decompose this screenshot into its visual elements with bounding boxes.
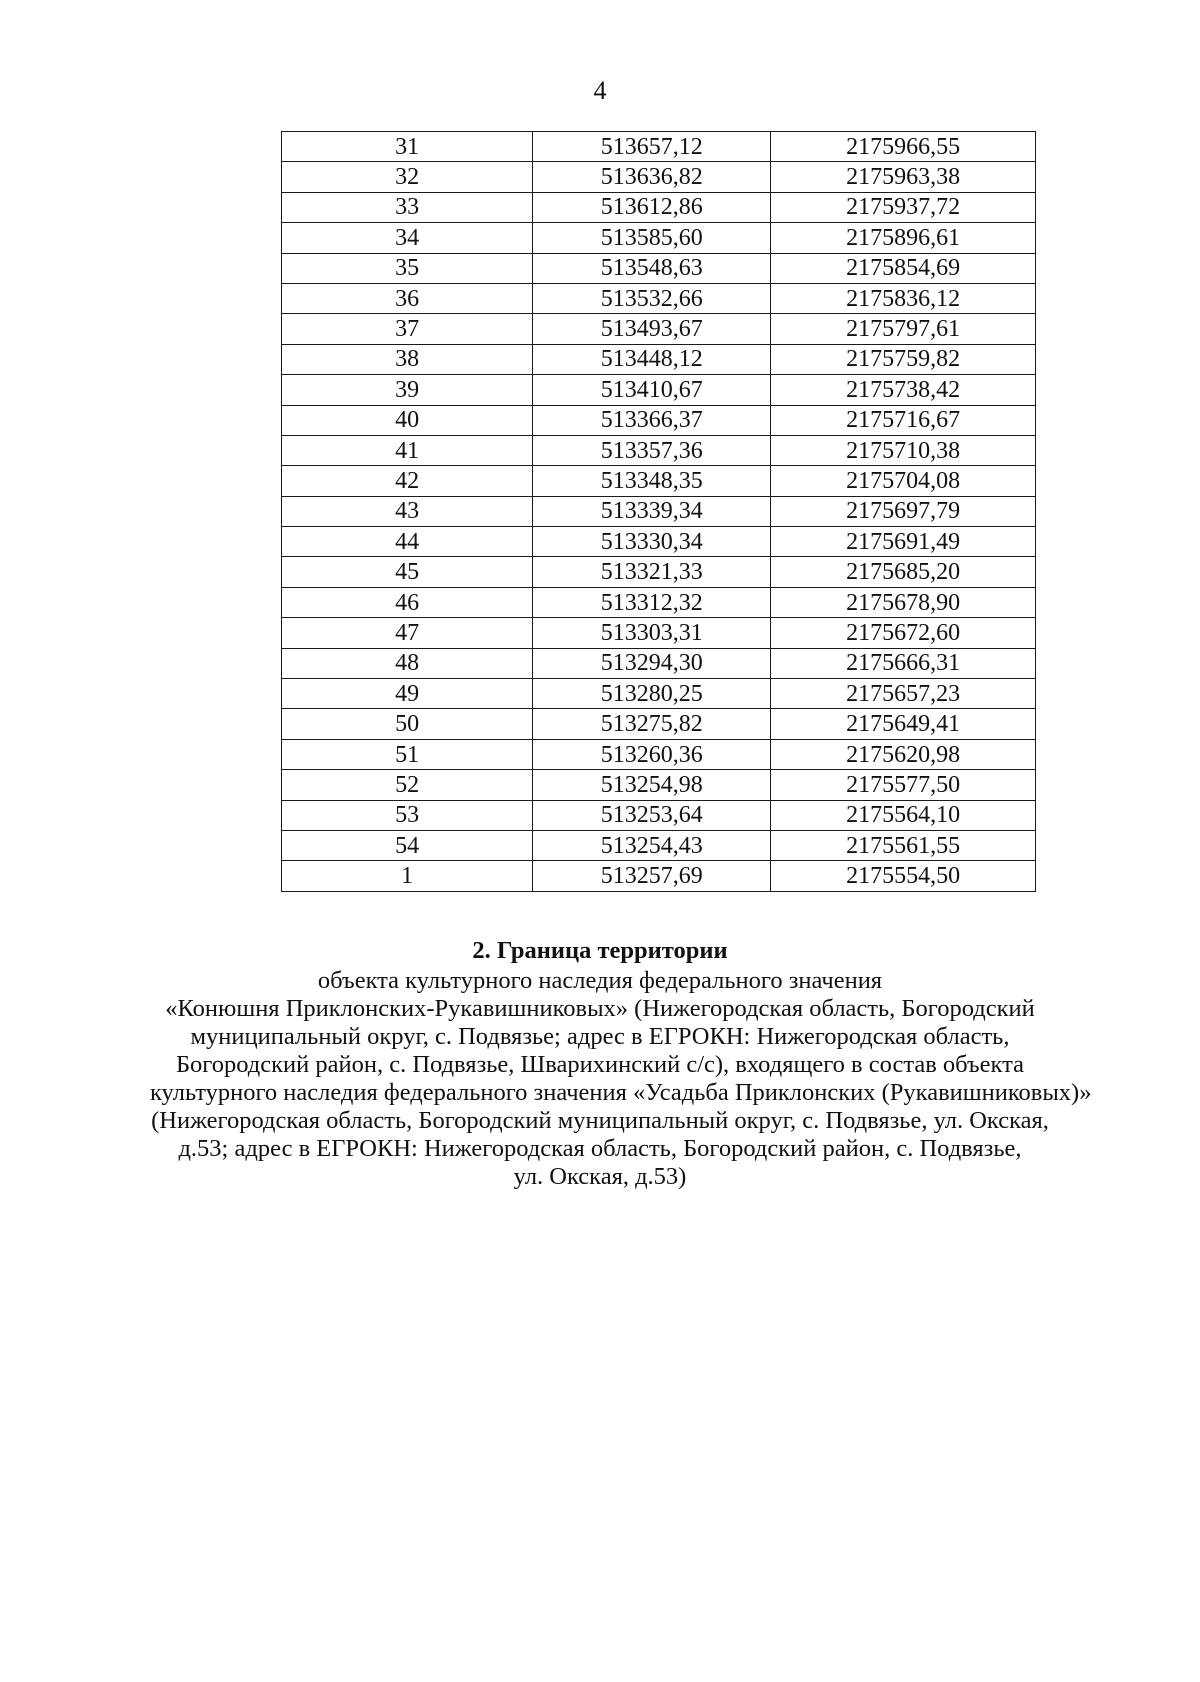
y-coordinate-cell: 2175963,38 — [771, 162, 1036, 192]
table-row — [282, 253, 1036, 283]
table-row — [282, 830, 1036, 860]
section-line: муниципальный округ, с. Подвязье; адрес в ЕГРОКН: Нижегородская область, — [190, 1023, 1010, 1050]
y-coordinate-cell: 2175797,61 — [771, 314, 1036, 344]
x-coordinate-cell: 513612,86 — [533, 192, 771, 222]
y-coordinate-cell: 2175854,69 — [771, 253, 1036, 283]
coordinates-table-body — [282, 132, 1036, 892]
point-number-cell: 39 — [282, 375, 533, 405]
x-coordinate-cell: 513257,69 — [533, 861, 771, 891]
point-number-cell: 53 — [282, 800, 533, 830]
y-coordinate-cell: 2175716,67 — [771, 405, 1036, 435]
x-coordinate-cell: 513366,37 — [533, 405, 771, 435]
point-number-cell: 49 — [282, 679, 533, 709]
y-coordinate-cell: 2175937,72 — [771, 192, 1036, 222]
point-number-cell: 32 — [282, 162, 533, 192]
table-row — [282, 770, 1036, 800]
x-coordinate-cell: 513254,43 — [533, 830, 771, 860]
x-coordinate-cell: 513254,98 — [533, 770, 771, 800]
x-coordinate-cell: 513357,36 — [533, 435, 771, 465]
point-number-cell: 54 — [282, 830, 533, 860]
table-row — [282, 344, 1036, 374]
x-coordinate-cell: 513448,12 — [533, 344, 771, 374]
y-coordinate-cell: 2175966,55 — [771, 132, 1036, 162]
y-coordinate-cell: 2175738,42 — [771, 375, 1036, 405]
section-description — [150, 967, 1092, 1191]
point-number-cell: 46 — [282, 587, 533, 617]
x-coordinate-cell: 513657,12 — [533, 132, 771, 162]
x-coordinate-cell: 513339,34 — [533, 496, 771, 526]
point-number-cell: 37 — [282, 314, 533, 344]
table-row — [282, 192, 1036, 222]
y-coordinate-cell: 2175649,41 — [771, 709, 1036, 739]
y-coordinate-cell: 2175710,38 — [771, 435, 1036, 465]
x-coordinate-cell: 513585,60 — [533, 223, 771, 253]
y-coordinate-cell: 2175657,23 — [771, 679, 1036, 709]
table-row — [282, 527, 1036, 557]
y-coordinate-cell: 2175577,50 — [771, 770, 1036, 800]
table-row — [282, 648, 1036, 678]
x-coordinate-cell: 513303,31 — [533, 618, 771, 648]
y-coordinate-cell: 2175896,61 — [771, 223, 1036, 253]
y-coordinate-cell: 2175554,50 — [771, 861, 1036, 891]
table-row — [282, 162, 1036, 192]
point-number-cell: 38 — [282, 344, 533, 374]
y-coordinate-cell: 2175836,12 — [771, 283, 1036, 313]
section-line: (Нижегородская область, Богородский муниципальный округ, с. Подвязье, ул. Окская, — [151, 1107, 1049, 1134]
table-row — [282, 861, 1036, 891]
table-row — [282, 375, 1036, 405]
point-number-cell: 44 — [282, 527, 533, 557]
y-coordinate-cell: 2175672,60 — [771, 618, 1036, 648]
section-line: д.53; адрес в ЕГРОКН: Нижегородская область, Богородский район, с. Подвязье, — [178, 1135, 1022, 1162]
table-row — [282, 435, 1036, 465]
point-number-cell: 33 — [282, 192, 533, 222]
x-coordinate-cell: 513410,67 — [533, 375, 771, 405]
table-row — [282, 800, 1036, 830]
point-number-cell: 51 — [282, 739, 533, 769]
point-number-cell: 50 — [282, 709, 533, 739]
point-number-cell: 41 — [282, 435, 533, 465]
x-coordinate-cell: 513280,25 — [533, 679, 771, 709]
x-coordinate-cell: 513294,30 — [533, 648, 771, 678]
point-number-cell: 48 — [282, 648, 533, 678]
x-coordinate-cell: 513321,33 — [533, 557, 771, 587]
coordinates-table — [281, 131, 1036, 892]
y-coordinate-cell: 2175697,79 — [771, 496, 1036, 526]
x-coordinate-cell: 513636,82 — [533, 162, 771, 192]
x-coordinate-cell: 513348,35 — [533, 466, 771, 496]
point-number-cell: 43 — [282, 496, 533, 526]
section-line: «Конюшня Приклонских-Рукавишниковых» (Нижегородская область, Богородский — [165, 995, 1035, 1022]
table-row — [282, 587, 1036, 617]
point-number-cell: 35 — [282, 253, 533, 283]
point-number-cell: 40 — [282, 405, 533, 435]
y-coordinate-cell: 2175561,55 — [771, 830, 1036, 860]
x-coordinate-cell: 513330,34 — [533, 527, 771, 557]
table-row — [282, 496, 1036, 526]
table-row — [282, 557, 1036, 587]
section-heading: 2. Граница территории — [472, 937, 728, 964]
table-row — [282, 314, 1036, 344]
point-number-cell: 1 — [282, 861, 533, 891]
point-number-cell: 47 — [282, 618, 533, 648]
table-row — [282, 466, 1036, 496]
y-coordinate-cell: 2175620,98 — [771, 739, 1036, 769]
point-number-cell: 52 — [282, 770, 533, 800]
y-coordinate-cell: 2175564,10 — [771, 800, 1036, 830]
boundary-section — [150, 937, 1092, 1191]
point-number-cell: 42 — [282, 466, 533, 496]
table-row — [282, 283, 1036, 313]
y-coordinate-cell: 2175666,31 — [771, 648, 1036, 678]
table-row — [282, 132, 1036, 162]
x-coordinate-cell: 513275,82 — [533, 709, 771, 739]
section-line: ул. Окская, д.53) — [513, 1163, 687, 1190]
table-row — [282, 679, 1036, 709]
point-number-cell: 36 — [282, 283, 533, 313]
x-coordinate-cell: 513548,63 — [533, 253, 771, 283]
table-row — [282, 709, 1036, 739]
section-line: объекта культурного наследия федерального значения — [317, 967, 883, 994]
x-coordinate-cell: 513493,67 — [533, 314, 771, 344]
point-number-cell: 45 — [282, 557, 533, 587]
page-number: 4 — [593, 76, 607, 105]
table-row — [282, 618, 1036, 648]
point-number-cell: 34 — [282, 223, 533, 253]
x-coordinate-cell: 513312,32 — [533, 587, 771, 617]
table-row — [282, 223, 1036, 253]
point-number-cell: 31 — [282, 132, 533, 162]
x-coordinate-cell: 513532,66 — [533, 283, 771, 313]
table-row — [282, 739, 1036, 769]
y-coordinate-cell: 2175759,82 — [771, 344, 1036, 374]
section-line: культурного наследия федерального значения «Усадьба Приклонских (Рукавишниковых)» — [150, 1079, 1092, 1106]
x-coordinate-cell: 513253,64 — [533, 800, 771, 830]
y-coordinate-cell: 2175691,49 — [771, 527, 1036, 557]
y-coordinate-cell: 2175685,20 — [771, 557, 1036, 587]
y-coordinate-cell: 2175704,08 — [771, 466, 1036, 496]
y-coordinate-cell: 2175678,90 — [771, 587, 1036, 617]
table-row — [282, 405, 1036, 435]
section-line: Богородский район, с. Подвязье, Шварихинский с/с), входящего в состав объекта — [175, 1051, 1024, 1078]
x-coordinate-cell: 513260,36 — [533, 739, 771, 769]
